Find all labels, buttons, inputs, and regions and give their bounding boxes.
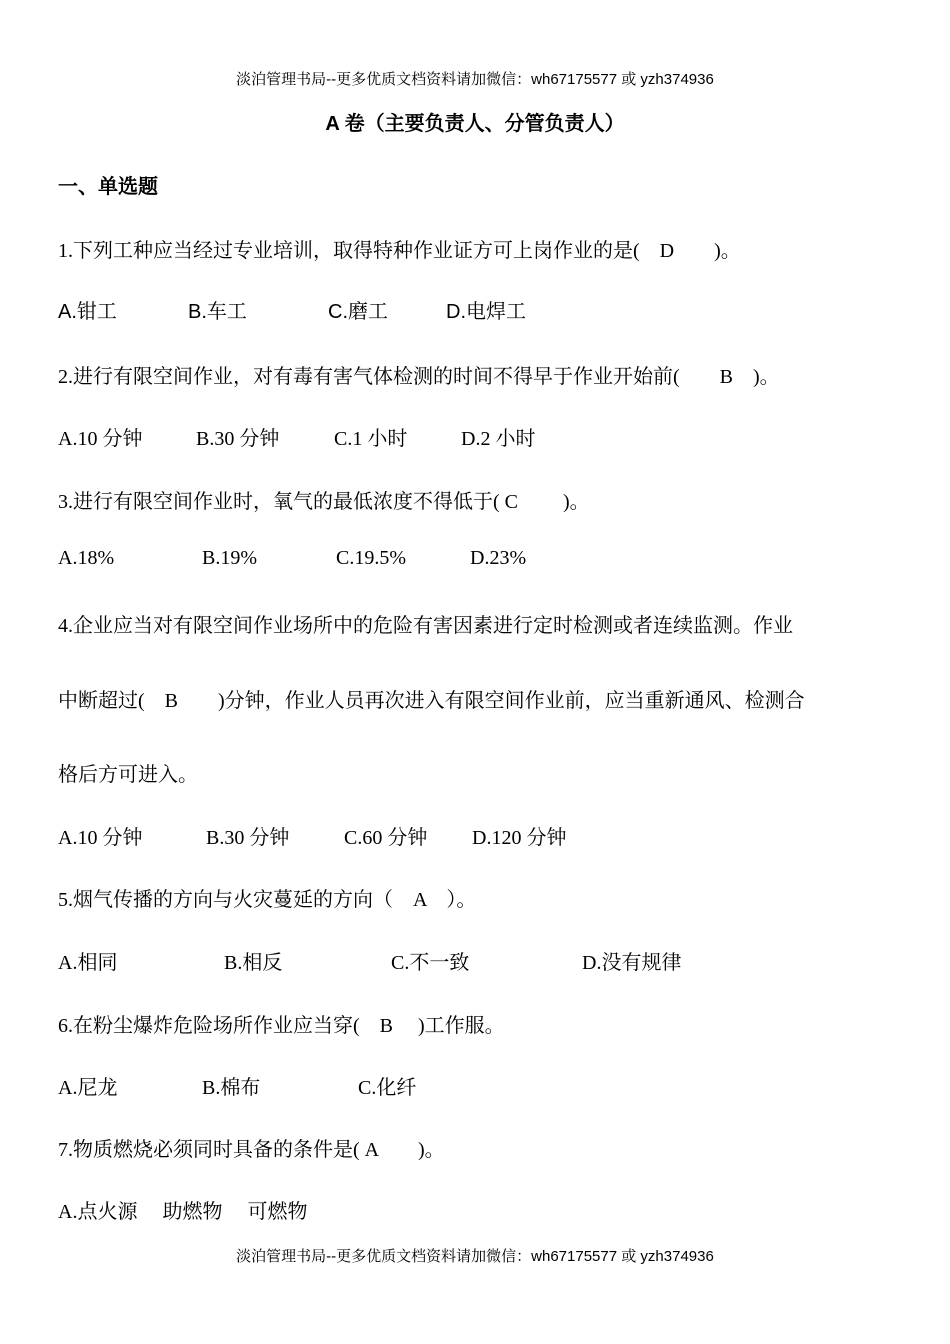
option-b: B.车工 [188,301,247,323]
option-a: A.相同 [58,952,118,974]
option-a: A.尼龙 [58,1077,118,1099]
option-c: C.不一致 [391,952,470,974]
option-b: B.30 分钟 [196,428,280,450]
option-b: B.30 分钟 [206,827,290,849]
option-c: C.化纤 [358,1077,417,1099]
paper-title: A 卷（主要负责人、分管负责人） [325,113,625,135]
section-heading: 一、单选题 [58,176,158,198]
option-c: C.60 分钟 [344,827,428,849]
question-3-text: 3.进行有限空间作业时，氧气的最低浓度不得低于( C )。 [58,491,590,513]
question-4-text-line-1: 4.企业应当对有限空间作业场所中的危险有害因素进行定时检测或者连续监测。作业 [58,615,793,637]
question-5-text: 5.烟气传播的方向与火灾蔓延的方向（ A ）。 [58,889,477,911]
option-a: A.10 分钟 [58,428,143,450]
option-a: A.18% [58,547,115,569]
option-b: B.相反 [224,952,283,974]
option-a: A.10 分钟 [58,827,143,849]
question-4-text-line-3: 格后方可进入。 [58,764,198,786]
question-2-text: 2.进行有限空间作业，对有毒有害气体检测的时间不得早于作业开始前( B )。 [58,366,780,388]
question-6-text: 6.在粉尘爆炸危险场所作业应当穿( B )工作服。 [58,1015,505,1037]
option-d: D.120 分钟 [472,827,567,849]
question-7-text: 7.物质燃烧必须同时具备的条件是( A )。 [58,1139,445,1161]
option-d: D.没有规律 [582,952,682,974]
question-1-text: 1.下列工种应当经过专业培训，取得特种作业证方可上岗作业的是( D )。 [58,240,741,262]
option-b: B.棉布 [202,1077,261,1099]
option-a: A.点火源 助燃物 可燃物 [58,1201,308,1223]
option-c: C.19.5% [336,547,406,569]
option-c: C.磨工 [328,301,388,323]
option-d: D.电焊工 [446,301,526,323]
option-d: D.23% [470,547,527,569]
option-c: C.1 小时 [334,428,408,450]
option-b: B.19% [202,547,257,569]
page-footer: 淡泊管理书局--更多优质文档资料请加微信：wh67175577 或 yzh374936 [236,1248,714,1265]
option-a: A.钳工 [58,301,117,323]
option-d: D.2 小时 [461,428,536,450]
question-4-text-line-2: 中断超过( B )分钟，作业人员再次进入有限空间作业前，应当重新通风、检测合 [58,690,805,712]
page-header: 淡泊管理书局--更多优质文档资料请加微信：wh67175577 或 yzh374936 [236,71,714,88]
